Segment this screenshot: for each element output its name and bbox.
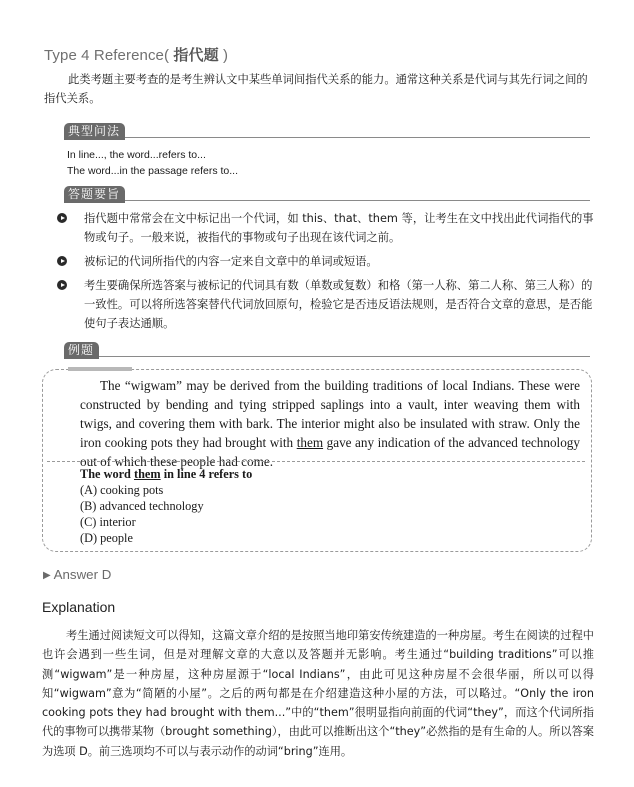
play-bullet-icon [57, 256, 67, 266]
tips-list [56, 209, 596, 338]
tip-text: 考生要确保所选答案与被标记的代词具有数（单数或复数）和格（第一人称、第二人称、第三人称）的一致性。可以将所选答案替代代词放回原句，检验它是否违反语法规则，是否符合文章的意思，是否能使句子表达通顺。 [84, 279, 593, 330]
option-b: (B) advanced technology [80, 499, 204, 513]
tip-item [56, 209, 596, 247]
triangle-right-icon: ▶ [43, 570, 51, 581]
section-header-typical [64, 119, 590, 138]
example-passage [80, 376, 580, 471]
section-header-example [64, 338, 590, 357]
passage-text-after: gave any indication of the advanced technology out of which these people had come. [80, 435, 580, 469]
typical-question-line: The word...in the passage refers to... [67, 165, 239, 177]
typical-question-line: In line..., the word...refers to... [67, 149, 206, 161]
tip-text: 被标记的代词所指代的内容一定来自文章中的单词或短语。 [84, 255, 378, 268]
section-badge-example: 例题 [64, 342, 99, 359]
typical-questions [67, 147, 238, 179]
section-badge-tips: 答题要旨 [64, 186, 125, 203]
explanation-title: Explanation [42, 599, 116, 615]
question-marked-word: them [133, 467, 161, 481]
explanation-body [42, 626, 594, 761]
passage-question-divider [47, 461, 585, 462]
tip-text: 指代题中常常会在文中标记出一个代词，如 this、that、them 等，让考生在文中找出此代词指代的事物或句子。一般来说，被指代的事物或句子出现在该代词之前。 [84, 212, 594, 244]
question-stem [80, 466, 252, 482]
intro-paragraph [44, 70, 594, 108]
example-question [80, 466, 252, 546]
example-box-accent [68, 367, 132, 371]
answer-text: Answer D [53, 567, 112, 582]
tip-item [56, 252, 596, 271]
explanation-text: 考生通过阅读短文可以得知，这篇文章介绍的是按照当地印第安传统建造的一种房屋。考生在阅读的过程中也许会遇到一些生词，但是对理解文章的大意以及答题并无影响。考生通过“building traditions”可以推测“wigwam”是一种房屋，这种房屋源于“local Indians”，由此可见这种房屋不会很华丽，所以可以得知“wigwam”意为“简陋的小屋”。之后的两句都是在介绍建造这种小屋的方法，可以略过。“Only the iron cooking pots they had brought with them...”中的“them”很明显指向前面的代词“they”，而这个代词所指代的事物可以携带某物（brought something），由此可以推断出这个“they”必然指的是有生命的人。所以答案为选项 D。前三选项均不可以与表示动作的动词“bring”连用。 [42, 629, 594, 758]
option-c: (C) interior [80, 515, 136, 529]
title-chinese: 指代题 [173, 47, 219, 64]
passage-text-before: The “wigwam” may be derived from the building traditions of local Indians. These were constructed by bending and tying stripped saplings into a vault, inter weaving them with twigs, and covering them with bark. The interior might also be insulated with straw. Only the iron cooking pots they had brought with [80, 378, 580, 450]
title-paren-open: ( [164, 47, 170, 64]
title-english: Type 4 Reference [44, 47, 165, 64]
section-header-tips [64, 182, 590, 201]
option-d: (D) people [80, 531, 133, 545]
page-title [44, 44, 228, 65]
answer-line [43, 567, 111, 582]
question-stem-after: in line 4 refers to [160, 467, 253, 481]
play-bullet-icon [57, 280, 67, 290]
section-badge-typical: 典型问法 [64, 123, 125, 140]
tip-item [56, 276, 596, 333]
question-stem-before: The word [80, 467, 134, 481]
passage-marked-word: them [296, 435, 324, 450]
play-bullet-icon [57, 213, 67, 223]
title-paren-close: ) [223, 47, 229, 64]
option-a: (A) cooking pots [80, 483, 164, 497]
intro-text: 此类考题主要考查的是考生辨认文中某些单词间指代关系的能力。通常这种关系是代词与其先行词之间的指代关系。 [44, 73, 588, 105]
